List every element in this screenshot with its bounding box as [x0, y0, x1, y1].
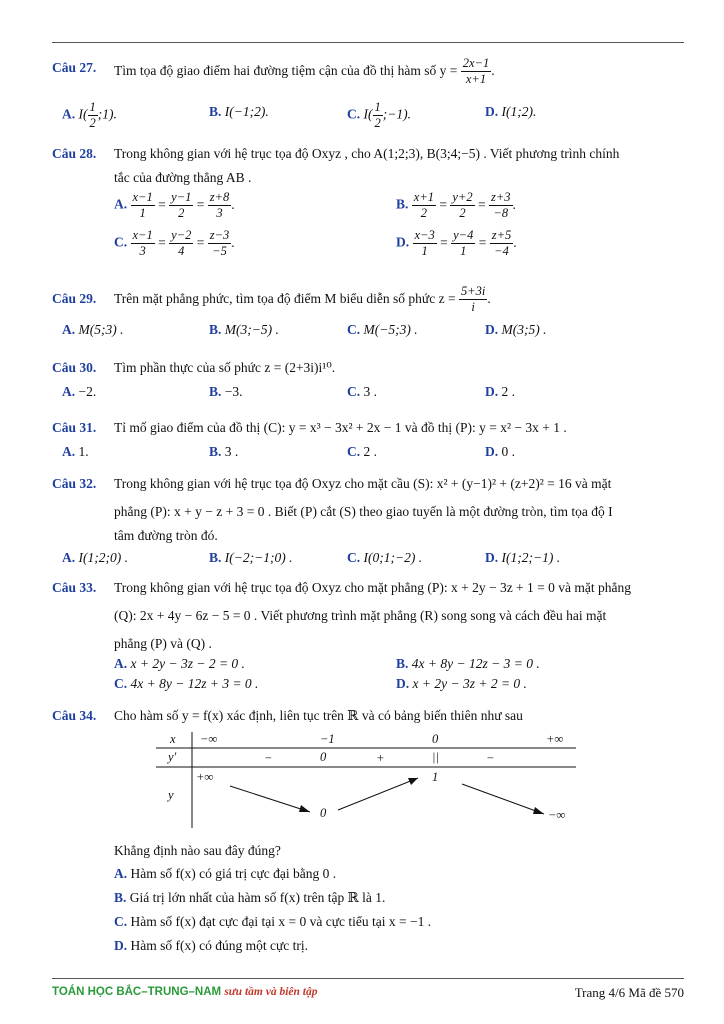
y-val: 1: [432, 770, 439, 784]
option-d[interactable]: D. $\frac{x-3}{1}$ = $\frac{y-4}{1}$ = $\frac{z+5}{-4}$ .: [396, 228, 517, 258]
option-d[interactable]: D. 2 .: [485, 384, 515, 399]
option-a[interactable]: A. −2.: [62, 384, 97, 399]
option-a[interactable]: A. M(5;3) .: [62, 322, 124, 337]
question-label: Câu 30.: [52, 360, 97, 375]
question-text: Trong không gian với hệ trục tọa độ Oxyz , cho A(1;2;3), B(3;4;−5) . Viết phương trình chính tắc của đường thẳng AB .: [114, 146, 620, 185]
yp-sign: −: [486, 751, 495, 765]
question-label: Câu 31.: [52, 420, 97, 435]
option-a[interactable]: A. 1.: [62, 444, 89, 459]
question-34: [52, 704, 684, 728]
option-a[interactable]: A. I( $\frac{1}{2}$ ;1).: [62, 100, 117, 130]
header-rule: [52, 42, 684, 43]
question-30: [52, 356, 684, 380]
question-text: Tìm tọa độ giao điểm hai đường tiệm cận của đồ thị hàm số y = $\frac{2x-1}{x+1}$ .: [114, 56, 495, 87]
question-text: Tìm phần thực của số phức z = (2+3i)i¹⁰.: [114, 360, 336, 375]
options-27: [62, 100, 724, 130]
fraction: $\frac{z-3}{-5}$: [209, 228, 230, 258]
row-y-label: y: [168, 788, 174, 802]
options-34: [114, 862, 684, 958]
option-c[interactable]: C. Hàm số f(x) đạt cực đại tại x = 0 và cực tiểu tại x = −1 .: [114, 914, 432, 929]
option-a[interactable]: A. x + 2y − 3z − 2 = 0 .: [114, 656, 245, 671]
exam-code: Mã đề 570: [628, 985, 684, 1000]
question-text: Trong không gian với hệ trục tọa độ Oxyz cho mặt phẳng (P): x + 2y − 3z + 1 = 0 và mặt phẳng (Q): 2x + 4y − 6z − 5 = 0 . Viết phương trình mặt phẳng (R) song song và cách đều hai mặt phẳng (P) và (Q) .: [114, 580, 632, 651]
option-b[interactable]: B. 4x + 8y − 12z − 3 = 0 .: [396, 656, 540, 671]
y-val: 0: [320, 806, 327, 820]
question-text: Tỉ mố giao điểm của đồ thị (C): y = x³ − 3x² + 2x − 1 và đồ thị (P): y = x² − 3x + 1 .: [114, 420, 567, 435]
fraction: $\frac{y-4}{1}$: [453, 228, 474, 258]
footer-brand: TOÁN HỌC BẮC–TRUNG–NAM sưu tầm và biên tập: [52, 986, 318, 998]
question-label: Câu 27.: [52, 60, 97, 75]
yp-sign: +: [376, 751, 385, 765]
yp-sign: ||: [432, 750, 439, 764]
variation-table-lines: [156, 732, 576, 828]
option-b[interactable]: B. I(−1;2).: [209, 104, 269, 119]
variation-table: [156, 732, 576, 828]
fraction: $\frac{x-1}{1}$: [132, 190, 153, 220]
arrow-decrease-2: [462, 784, 544, 814]
question-label: Câu 28.: [52, 146, 97, 161]
fraction: $\frac{5+3i}{i}$: [460, 284, 486, 315]
option-d[interactable]: D. M(3;5) .: [485, 322, 547, 337]
option-d[interactable]: D. I(1;2).: [485, 104, 537, 119]
option-d[interactable]: D. x + 2y − 3z + 2 = 0 .: [396, 676, 527, 691]
question-label: Câu 32.: [52, 476, 97, 491]
option-b[interactable]: B. 3 .: [209, 444, 239, 459]
option-c[interactable]: C. 4x + 8y − 12z + 3 = 0 .: [114, 676, 259, 691]
question-29: [52, 284, 684, 315]
option-b[interactable]: B. $\frac{x+1}{2}$ = $\frac{y+2}{2}$ = $\frac{z+3}{-8}$ .: [396, 190, 516, 220]
options-30: [62, 380, 724, 404]
fraction: $\frac{z+8}{3}$: [209, 190, 230, 220]
yp-sign: −: [264, 751, 273, 765]
footer-page-info: [575, 985, 684, 1001]
question-32: [52, 472, 684, 548]
options-31: [62, 440, 724, 464]
x-val: −1: [320, 732, 335, 746]
option-c[interactable]: C. 3 .: [347, 384, 377, 399]
option-d[interactable]: D. 0 .: [485, 444, 515, 459]
fraction: $\frac{x+1}{2}$: [413, 190, 434, 220]
page-number: Trang 4/6: [574, 985, 626, 1000]
option-b[interactable]: B. Giá trị lớn nhất của hàm số f(x) trên tập ℝ là 1.: [114, 890, 386, 905]
row-yp-label: y′: [168, 750, 177, 764]
fraction: $\frac{y+2}{2}$: [452, 190, 473, 220]
options-29: [62, 318, 724, 342]
x-val: +∞: [546, 732, 564, 746]
options-32: [62, 546, 724, 570]
option-c[interactable]: C. I( $\frac{1}{2}$ ;−1).: [347, 100, 411, 130]
fraction: $\frac{x-1}{3}$: [132, 228, 153, 258]
option-c[interactable]: C. $\frac{x-1}{3}$ = $\frac{y-2}{4}$ = $\frac{z-3}{-5}$ .: [114, 228, 235, 258]
question-28: [52, 142, 684, 190]
arrow-increase: [338, 778, 418, 810]
question-text: Trên mặt phẳng phức, tìm tọa độ điểm M biểu diễn số phức z = $\frac{5+3i}{i}$ .: [114, 284, 491, 315]
y-val: −∞: [548, 808, 566, 822]
x-val: −∞: [200, 732, 218, 746]
question-text: Cho hàm số y = f(x) xác định, liên tục trên ℝ và có bảng biến thiên như sau: [114, 708, 523, 723]
option-c[interactable]: C. 2 .: [347, 444, 377, 459]
question-34-prompt: Khẳng định nào sau đây đúng?: [114, 843, 281, 858]
options-33: [52, 654, 684, 694]
fraction: $\frac{x-3}{1}$: [414, 228, 435, 258]
option-b[interactable]: B. −3.: [209, 384, 243, 399]
question-34-body: [52, 840, 684, 958]
yp-sign: 0: [320, 750, 327, 764]
fraction: $\frac{z+5}{-4}$: [491, 228, 512, 258]
option-d[interactable]: D. I(1;2;−1) .: [485, 550, 561, 565]
x-val: 0: [432, 732, 439, 746]
y-val: +∞: [196, 770, 214, 784]
option-a[interactable]: A. Hàm số f(x) có giá trị cực đại bằng 0 .: [114, 866, 337, 881]
options-28: [52, 190, 684, 264]
question-31: [52, 416, 684, 440]
question-33: [52, 576, 684, 656]
question-label: Câu 29.: [52, 291, 97, 306]
question-label: Câu 34.: [52, 708, 97, 723]
option-a[interactable]: A. I(1;2;0) .: [62, 550, 128, 565]
arrow-decrease-1: [230, 786, 310, 812]
fraction: $\frac{2x-1}{x+1}$: [462, 56, 490, 87]
option-b[interactable]: B. I(−2;−1;0) .: [209, 550, 293, 565]
fraction: $\frac{z+3}{-8}$: [490, 190, 511, 220]
row-x-label: x: [170, 732, 176, 746]
question-label: Câu 33.: [52, 580, 97, 595]
option-a[interactable]: A. $\frac{x-1}{1}$ = $\frac{y-1}{2}$ = $\frac{z+8}{3}$ .: [114, 190, 235, 220]
question-27: [52, 56, 684, 87]
option-c[interactable]: C. I(0;1;−2) .: [347, 550, 423, 565]
option-b[interactable]: B. M(3;−5) .: [209, 322, 279, 337]
option-d[interactable]: D. Hàm số f(x) có đúng một cực trị.: [114, 938, 309, 953]
footer-rule: [52, 978, 684, 979]
fraction: $\frac{y-2}{4}$: [171, 228, 192, 258]
option-c[interactable]: C. M(−5;3) .: [347, 322, 418, 337]
question-text: Trong không gian với hệ trục tọa độ Oxyz cho mặt cầu (S): x² + (y−1)² + (z+2)² = 16 và mặt phẳng (P): x + y − z + 3 = 0 . Biết (P) cắt (S) theo giao tuyến là một đường tròn, tìm tọa độ I tâm đường tròn đó.: [114, 476, 613, 543]
fraction: $\frac{y-1}{2}$: [171, 190, 192, 220]
